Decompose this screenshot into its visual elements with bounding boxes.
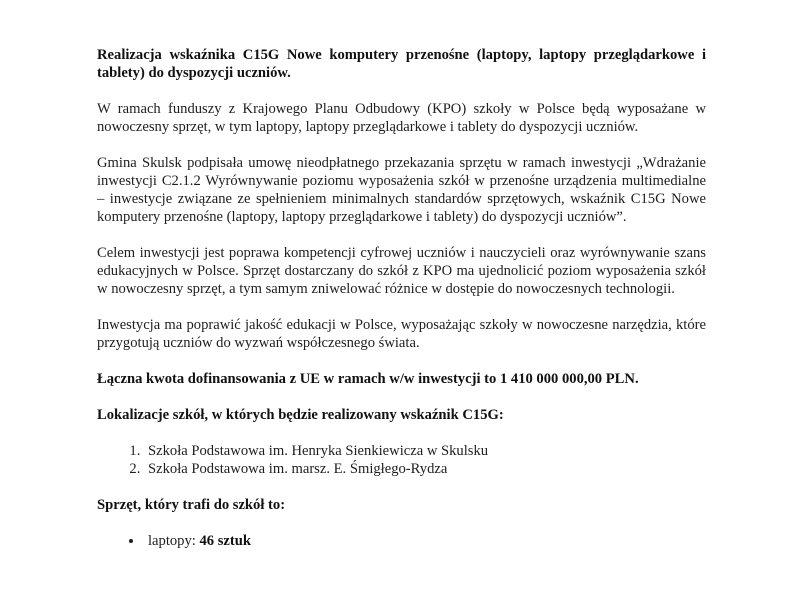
paragraph-investment-goal: Celem inwestycji jest poprawa kompetencji cyfrowej uczniów i nauczycieli oraz wyrównywanie szans edukacyjnych w Polsce. Sprzęt dostarczany do szkół z KPO ma ujednolicić poziom wyposażenia szkół w nowoczesny sprzęt, a tym samym zniwelować różnice w dostępie do nowoczesnych technologii. (97, 245, 706, 297)
equipment-heading: Sprzęt, który trafi do szkół to: (97, 497, 286, 513)
list-item: 1. Szkoła Podstawowa im. Henryka Sienkiewicza w Skulsku (144, 442, 706, 460)
equipment-quantity: 46 sztuk (199, 533, 251, 549)
equipment-label: laptopy: (148, 533, 200, 549)
equipment-list (97, 532, 706, 550)
list-item (144, 532, 706, 550)
locations-list (97, 442, 706, 478)
funding-statement: Łączna kwota dofinansowania z UE w ramach w/w inwestycji to 1 410 000 000,00 PLN. (97, 371, 639, 387)
paragraph-agreement: Gmina Skulsk podpisała umowę nieodpłatnego przekazania sprzętu w ramach inwestycji „Wdrażanie inwestycji C2.1.2 Wyrównywanie poziomu wyposażenia szkół w przenośne urządzenia multimedialne – inwestycje związane ze spełnieniem minimalnych standardów sprzętowych, wskaźnik C15G Nowe komputery przenośne (laptopy, laptopy przeglądarkowe i tablety) do dyspozycji uczniów”. (97, 155, 706, 225)
locations-heading: Lokalizacje szkół, w których będzie realizowany wskaźnik C15G: (97, 407, 504, 423)
paragraph-kpo-intro: W ramach funduszy z Krajowego Planu Odbudowy (KPO) szkoły w Polsce będą wyposażane w nowoczesny sprzęt, w tym laptopy, laptopy przeglądarkowe i tablety do dyspozycji uczniów. (97, 101, 706, 135)
list-item: 2. Szkoła Podstawowa im. marsz. E. Śmigłego-Rydza (144, 460, 706, 478)
paragraph-education-quality: Inwestycja ma poprawić jakość edukacji w Polsce, wyposażając szkoły w nowoczesne narzędzia, które przygotują uczniów do wyzwań współczesnego świata. (97, 317, 706, 351)
document-title: Realizacja wskaźnika C15G Nowe komputery przenośne (laptopy, laptopy przeglądarkowe i tablety) do dyspozycji uczniów. (97, 47, 706, 81)
document-page (97, 46, 706, 550)
